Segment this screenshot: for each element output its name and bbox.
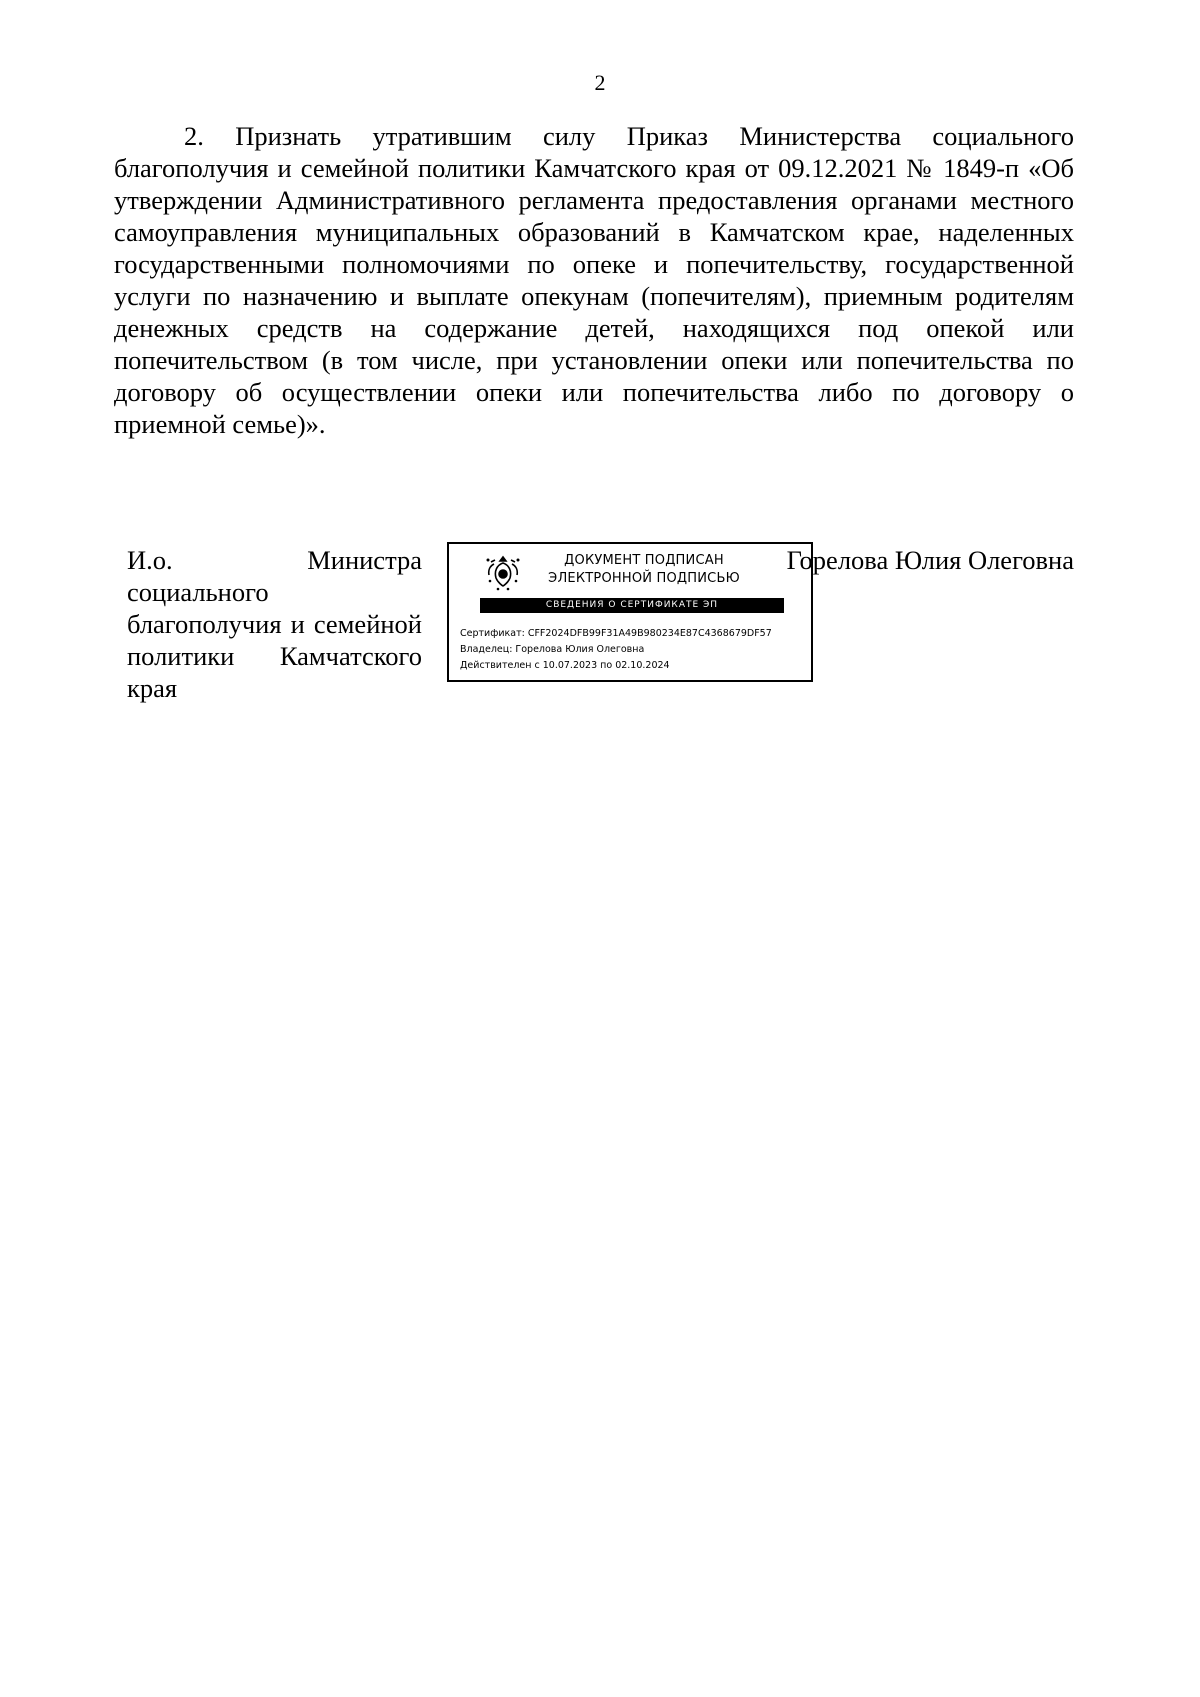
stamp-title-line-2: ЭЛЕКТРОННОЙ ПОДПИСЬЮ xyxy=(548,571,740,586)
stamp-details xyxy=(460,626,808,674)
stamp-title-line-1: ДОКУМЕНТ ПОДПИСАН xyxy=(564,553,724,568)
stamp-title xyxy=(544,552,744,588)
body-paragraph: 2. Признать утратившим силу Приказ Министерства социального благополучия и семейной политики Камчатского края от 09.12.2021 № 1849-п «Об утверждении Административного регламента предоставления органами местного самоуправления муниципальных образований в Камчатском крае, наделенных государственными полномочиями по опеке и попечительству, государственной услуги по назначению и выплате опекунам (попечителям), приемным родителям денежных средств на содержание детей, находящихся под опекой или попечительством (в том числе, при установлении опеки или попечительства по договору об осуществлении опеки или попечительства либо по договору о приемной семье)». xyxy=(114,121,1074,439)
stamp-certificate-bar: СВЕДЕНИЯ О СЕРТИФИКАТЕ ЭП xyxy=(480,598,784,613)
page-number: 2 xyxy=(594,70,606,95)
stamp-certificate: Сертификат: CFF2024DFB99F31A49B980234E87C4368679DF57 xyxy=(460,628,772,639)
stamp-validity: Действителен с 10.07.2023 по 02.10.2024 xyxy=(460,660,670,671)
signer-name: Горелова Юлия Олеговна xyxy=(786,545,1074,575)
stamp-owner: Владелец: Горелова Юлия Олеговна xyxy=(460,644,645,655)
signatory-position: И.о. Министра социального благополучия и семейной политики Камчатского края xyxy=(127,545,422,703)
electronic-signature-stamp xyxy=(447,542,813,682)
coat-of-arms-icon xyxy=(482,551,524,593)
